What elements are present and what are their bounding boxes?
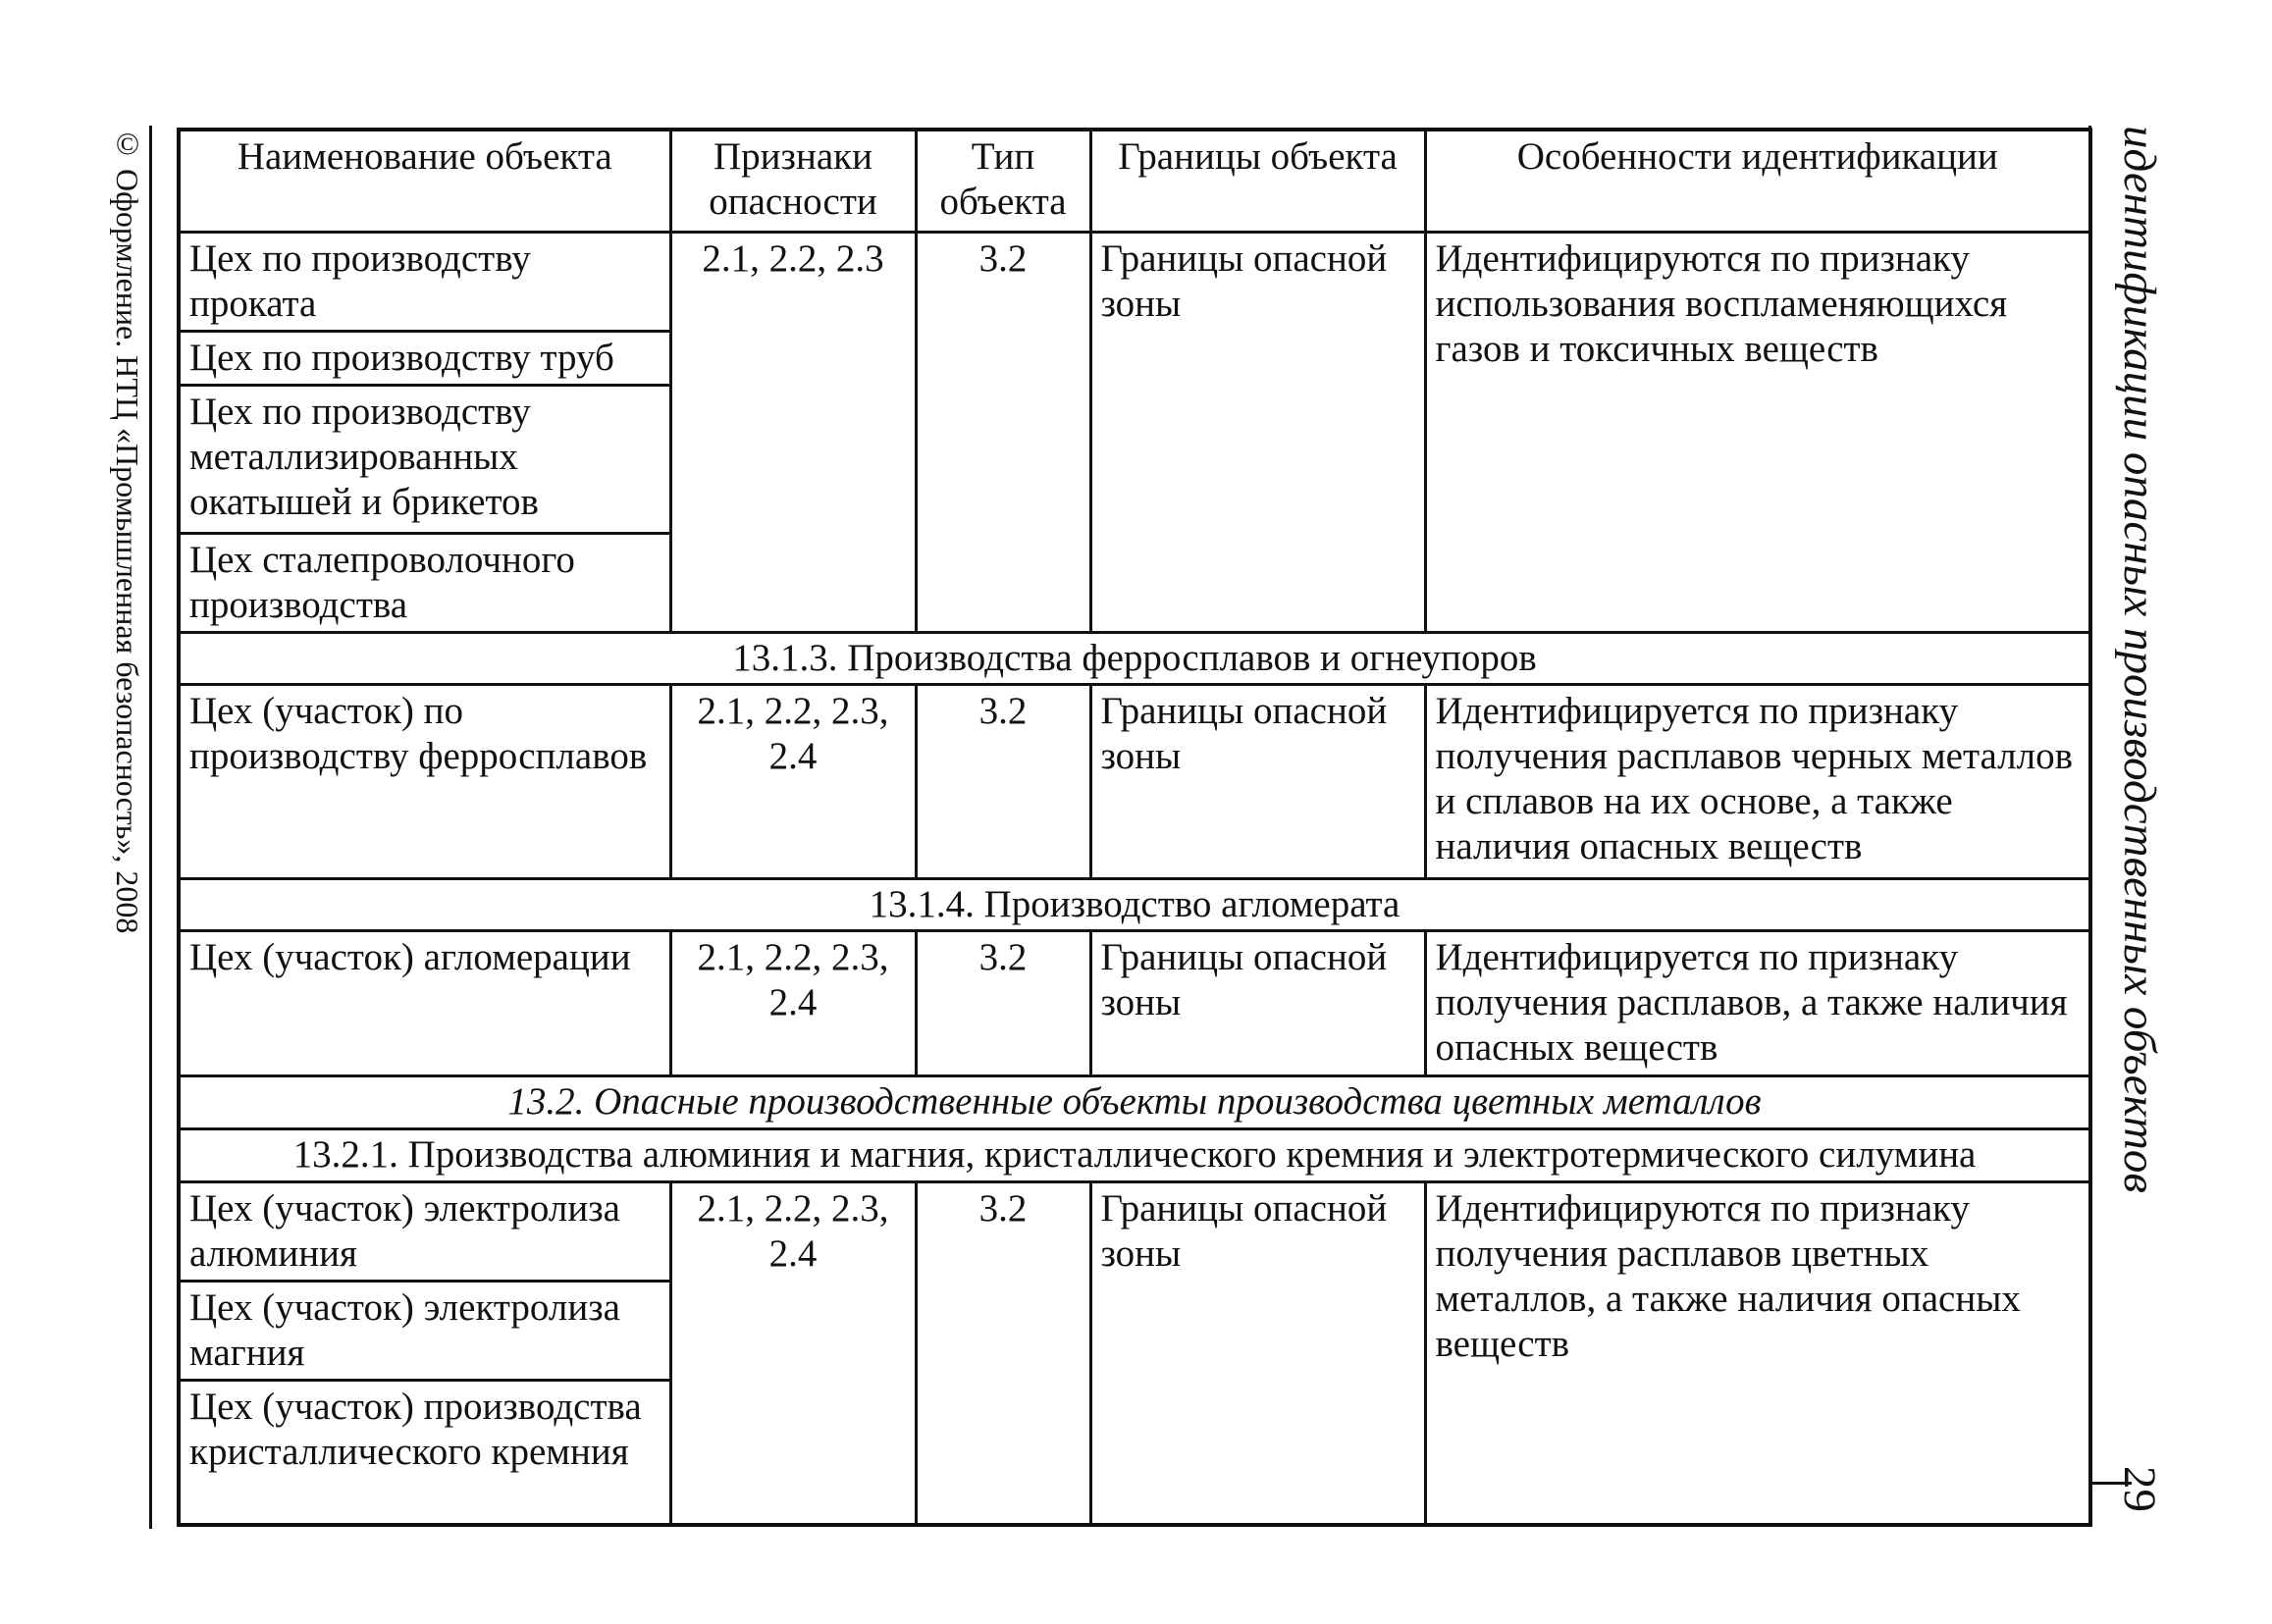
- object-name-cell: Цех по производству труб: [179, 331, 670, 385]
- object-type-cell: 3.2: [916, 232, 1090, 632]
- object-name-cell: Цех (участок) электролиза алюминия: [179, 1181, 670, 1281]
- identification-notes-cell: Идентифицируется по признаку получения расплавов, а также наличия опасных веществ: [1425, 930, 2090, 1075]
- hazard-signs-cell: 2.1, 2.2, 2.3, 2.4: [670, 930, 916, 1075]
- object-name-cell: Цех (участок) производства кристаллического кремния: [179, 1380, 670, 1525]
- copyright-notice: © Оформление. НТЦ «Промышленная безопасность», 2008: [110, 126, 145, 934]
- section-heading: 13.2.1. Производства алюминия и магния, кристаллического кремния и электротермического силумина: [179, 1128, 2090, 1181]
- object-name-cell: Цех по производству проката: [179, 232, 670, 331]
- header-hazard-signs: Признаки опасности: [670, 130, 916, 232]
- section-row: [179, 878, 2090, 930]
- section-row: [179, 1075, 2090, 1128]
- table-row: [179, 684, 2090, 878]
- object-name-cell: Цех (участок) электролиза магния: [179, 1281, 670, 1380]
- identification-notes-cell: Идентифицируются по признаку получения расплавов цветных металлов, а также наличия опасных веществ: [1425, 1181, 2090, 1525]
- object-type-cell: 3.2: [916, 1181, 1090, 1525]
- hazard-signs-cell: 2.1, 2.2, 2.3: [670, 232, 916, 632]
- object-name-cell: Цех сталепроволочного производства: [179, 533, 670, 632]
- identification-table: [177, 128, 2092, 1527]
- table-row: [179, 930, 2090, 1075]
- object-name-cell: Цех по производству металлизированных окатышей и брикетов: [179, 385, 670, 533]
- header-object-type: Тип объекта: [916, 130, 1090, 232]
- header-identification-notes: Особенности идентификации: [1425, 130, 2090, 232]
- header-object-bounds: Границы объекта: [1090, 130, 1425, 232]
- section-row: [179, 632, 2090, 684]
- table-header-row: [179, 130, 2090, 232]
- object-type-cell: 3.2: [916, 684, 1090, 878]
- object-bounds-cell: Границы опасной зоны: [1090, 684, 1425, 878]
- section-row: [179, 1128, 2090, 1181]
- header-object-name: Наименование объекта: [179, 130, 670, 232]
- object-bounds-cell: Границы опасной зоны: [1090, 1181, 1425, 1525]
- section-heading: 13.1.4. Производство агломерата: [179, 878, 2090, 930]
- object-type-cell: 3.2: [916, 930, 1090, 1075]
- section-heading: 13.1.3. Производства ферросплавов и огнеупоров: [179, 632, 2090, 684]
- identification-notes-cell: Идентифицируется по признаку получения расплавов черных металлов и сплавов на их основе, а также наличия опасных веществ: [1425, 684, 2090, 878]
- object-bounds-cell: Границы опасной зоны: [1090, 930, 1425, 1075]
- identification-notes-cell: Идентифицируются по признаку использования воспламеняющихся газов и токсичных веществ: [1425, 232, 2090, 632]
- running-head: идентификации опасных производственных объектов: [2114, 126, 2165, 1193]
- page-number: 29: [2114, 1466, 2165, 1512]
- table-row: [179, 1181, 2090, 1281]
- hazard-signs-cell: 2.1, 2.2, 2.3, 2.4: [670, 684, 916, 878]
- object-bounds-cell: Границы опасной зоны: [1090, 232, 1425, 632]
- object-name-cell: Цех (участок) агломерации: [179, 930, 670, 1075]
- left-margin-rule: [149, 126, 152, 1529]
- hazard-signs-cell: 2.1, 2.2, 2.3, 2.4: [670, 1181, 916, 1525]
- section-heading: 13.2. Опасные производственные объекты производства цветных металлов: [179, 1075, 2090, 1128]
- table-row: [179, 232, 2090, 331]
- object-name-cell: Цех (участок) по производству ферросплавов: [179, 684, 670, 878]
